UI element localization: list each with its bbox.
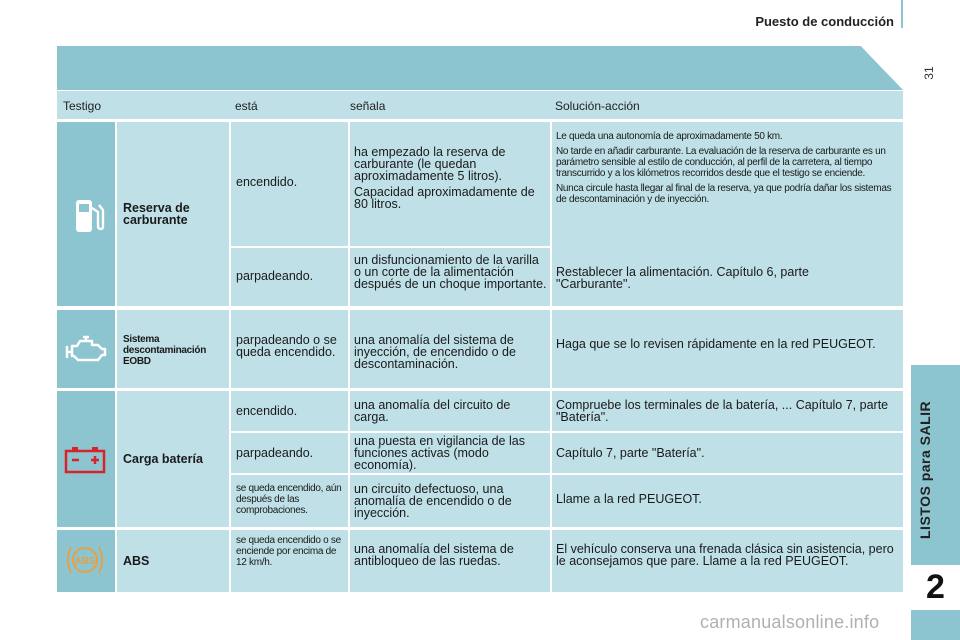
chapter-number: 2	[926, 568, 945, 606]
fuel-blink-signal: un disfuncionamiento de la varilla o un corte de la alimentación después de un choque importante.	[354, 253, 547, 291]
fuel-pump-icon	[72, 196, 106, 236]
col-testigo: Testigo	[63, 99, 102, 113]
fuel-blink-state: parpadeando.	[236, 269, 314, 283]
eobd-solution: Haga que se lo revisen rápidamente en la red PEUGEOT.	[556, 337, 876, 351]
fuel-on-signal-2: Capacidad aproximadamente de 80 litros.	[354, 185, 535, 211]
abs-warning-icon	[62, 542, 108, 578]
battery-r1-signal: una anomalía del circuito de carga.	[354, 398, 511, 424]
title-divider	[901, 0, 903, 28]
page-title: Puesto de conducción	[755, 14, 894, 29]
eobd-name: Sistema descontaminación EOBD	[123, 334, 206, 367]
battery-icon	[64, 446, 106, 474]
page-number: 31	[922, 66, 936, 80]
watermark: carmanualsonline.info	[700, 612, 880, 632]
battery-r3-solution: Llame a la red PEUGEOT.	[556, 492, 702, 506]
fuel-name: Reserva de carburante	[123, 201, 190, 227]
section-label: LISTOS para SALIR	[917, 400, 933, 540]
fuel-solution-2: No tarde en añadir carburante. La evaluación de la reserva de carburante es un parámetro sensible al estilo de conducción, al perfil de la carretera, al tiempo transcurrido y a los kilómetros recorridos desde que el testigo se enciende.	[556, 146, 886, 179]
engine-check-icon	[62, 333, 110, 369]
battery-r3-state: se queda encendido, aún después de las comprobaciones.	[236, 483, 342, 516]
abs-name: ABS	[123, 554, 150, 568]
table-header	[57, 91, 903, 119]
abs-icon-text: ABS	[74, 556, 96, 567]
eobd-state: parpadeando o se queda encendido.	[236, 333, 337, 359]
fuel-on-state: encendido.	[236, 175, 298, 189]
top-band	[57, 46, 903, 90]
fuel-on-signal-1: ha empezado la reserva de carburante (le quedan aproximadamente 5 litros).	[354, 145, 506, 183]
battery-r1-solution: Compruebe los terminales de la batería, ... Capítulo 7, parte "Batería".	[556, 398, 889, 424]
battery-r2-signal: una puesta en vigilancia de las funciones activas (modo economía).	[354, 434, 525, 472]
battery-name: Carga batería	[123, 452, 203, 466]
fuel-blink-solution: Restablecer la alimentación. Capítulo 6, parte "Carburante".	[556, 265, 809, 291]
abs-signal: una anomalía del sistema de antibloqueo de las ruedas.	[354, 542, 514, 568]
fuel-solution-3: Nunca circule hasta llegar al final de la reserva, ya que podría dañar los sistemas de descontaminación y de inyección.	[556, 183, 892, 205]
abs-state: se queda encendido o se enciende por encima de 12 km/h.	[236, 535, 341, 568]
battery-r3-signal: un circuito defectuoso, una anomalía de encendido o de inyección.	[354, 482, 512, 520]
col-senala: señala	[350, 99, 386, 113]
battery-r2-solution: Capítulo 7, parte "Batería".	[556, 446, 705, 460]
fuel-solution-1: Le queda una autonomía de aproximadamente 50 km.	[556, 131, 783, 142]
col-solucion: Solución-acción	[555, 99, 640, 113]
col-esta: está	[235, 99, 258, 113]
battery-r2-state: parpadeando.	[236, 446, 314, 460]
battery-r1-state: encendido.	[236, 404, 298, 418]
abs-solution: El vehículo conserva una frenada clásica sin asistencia, pero le aconsejamos que pare. Llame a la red PEUGEOT.	[556, 542, 894, 568]
eobd-signal: una anomalía del sistema de inyección, de encendido o de descontaminación.	[354, 333, 516, 371]
